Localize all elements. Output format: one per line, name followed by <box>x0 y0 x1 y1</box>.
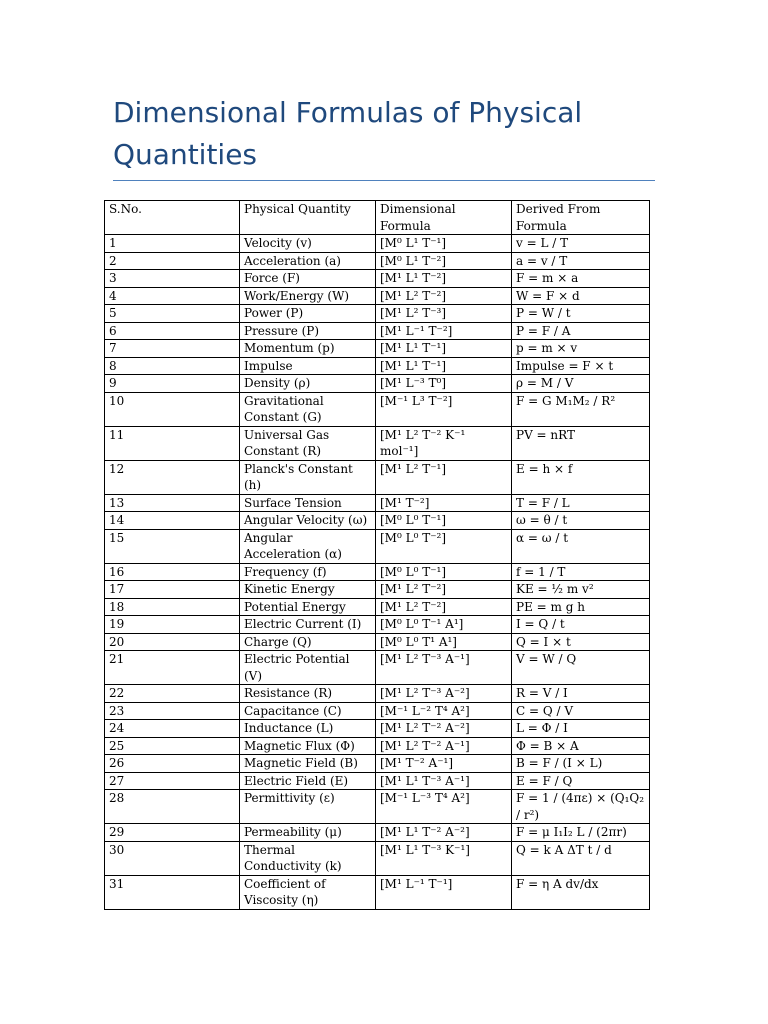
quantity-cell: Magnetic Field (B) <box>240 755 376 773</box>
table-row <box>105 235 650 253</box>
sno-cell: 18 <box>105 598 240 616</box>
sno-cell: 22 <box>105 685 240 703</box>
quantity-cell: Electric Current (I) <box>240 616 376 634</box>
sno-cell: 8 <box>105 357 240 375</box>
formula-cell: F = 1 / (4πε) × (Q₁Q₂ / r²) <box>512 790 650 824</box>
formula-cell: F = G M₁M₂ / R² <box>512 392 650 426</box>
table-row <box>105 270 650 288</box>
sno-cell: 9 <box>105 375 240 393</box>
formula-cell: PE = m g h <box>512 598 650 616</box>
formula-cell: P = F / A <box>512 322 650 340</box>
dimension-cell: [M¹ L² T⁻¹] <box>376 460 512 494</box>
table-row <box>105 426 650 460</box>
formula-cell: F = m × a <box>512 270 650 288</box>
table-row <box>105 460 650 494</box>
table-row <box>105 322 650 340</box>
formula-cell: I = Q / t <box>512 616 650 634</box>
dimension-cell: [M¹ L² T⁻²] <box>376 287 512 305</box>
dimension-cell: [M⁰ L⁰ T⁻¹] <box>376 563 512 581</box>
table-row <box>105 702 650 720</box>
sno-cell: 23 <box>105 702 240 720</box>
table-row <box>105 720 650 738</box>
table-row <box>105 633 650 651</box>
table-row <box>105 357 650 375</box>
table-row <box>105 563 650 581</box>
quantity-cell: Resistance (R) <box>240 685 376 703</box>
quantity-cell: Angular Acceleration (α) <box>240 529 376 563</box>
table-header-row <box>105 201 650 235</box>
sno-cell: 30 <box>105 841 240 875</box>
sno-cell: 1 <box>105 235 240 253</box>
sno-cell: 2 <box>105 252 240 270</box>
table-row <box>105 392 650 426</box>
quantity-cell: Velocity (v) <box>240 235 376 253</box>
dimension-cell: [M¹ T⁻²] <box>376 494 512 512</box>
dimension-cell: [M⁻¹ L³ T⁻²] <box>376 392 512 426</box>
dimension-cell: [M¹ T⁻² A⁻¹] <box>376 755 512 773</box>
table-row <box>105 375 650 393</box>
sno-cell: 31 <box>105 875 240 909</box>
dimension-cell: [M¹ L¹ T⁻¹] <box>376 340 512 358</box>
header-derived-from-formula: Derived From Formula <box>512 201 650 235</box>
formula-cell: f = 1 / T <box>512 563 650 581</box>
dimension-cell: [M¹ L² T⁻²] <box>376 598 512 616</box>
formula-cell: C = Q / V <box>512 702 650 720</box>
table-row <box>105 529 650 563</box>
dimension-cell: [M⁰ L⁰ T¹ A¹] <box>376 633 512 651</box>
sno-cell: 12 <box>105 460 240 494</box>
dimension-cell: [M⁻¹ L⁻² T⁴ A²] <box>376 702 512 720</box>
dimension-cell: [M¹ L¹ T⁻³ A⁻¹] <box>376 772 512 790</box>
sno-cell: 16 <box>105 563 240 581</box>
quantity-cell: Charge (Q) <box>240 633 376 651</box>
formula-cell: ω = θ / t <box>512 512 650 530</box>
dimension-cell: [M¹ L² T⁻² A⁻²] <box>376 720 512 738</box>
quantity-cell: Thermal Conductivity (k) <box>240 841 376 875</box>
quantity-cell: Permittivity (ε) <box>240 790 376 824</box>
dimension-cell: [M¹ L¹ T⁻¹] <box>376 357 512 375</box>
dimension-cell: [M⁰ L⁰ T⁻¹ A¹] <box>376 616 512 634</box>
quantity-cell: Impulse <box>240 357 376 375</box>
dimension-cell: [M⁻¹ L⁻³ T⁴ A²] <box>376 790 512 824</box>
table-row <box>105 287 650 305</box>
quantity-cell: Coefficient of Viscosity (η) <box>240 875 376 909</box>
table-row <box>105 252 650 270</box>
sno-cell: 19 <box>105 616 240 634</box>
table-row <box>105 340 650 358</box>
formula-cell: PV = nRT <box>512 426 650 460</box>
sno-cell: 4 <box>105 287 240 305</box>
table-row <box>105 494 650 512</box>
quantity-cell: Acceleration (a) <box>240 252 376 270</box>
formula-cell: R = V / I <box>512 685 650 703</box>
dimension-cell: [M⁰ L¹ T⁻²] <box>376 252 512 270</box>
formula-cell: α = ω / t <box>512 529 650 563</box>
quantity-cell: Force (F) <box>240 270 376 288</box>
quantity-cell: Magnetic Flux (Φ) <box>240 737 376 755</box>
sno-cell: 6 <box>105 322 240 340</box>
quantity-cell: Work/Energy (W) <box>240 287 376 305</box>
title-underline <box>113 180 655 181</box>
dimension-cell: [M⁰ L⁰ T⁻²] <box>376 529 512 563</box>
table-row <box>105 305 650 323</box>
dimension-cell: [M¹ L⁻¹ T⁻²] <box>376 322 512 340</box>
sno-cell: 21 <box>105 651 240 685</box>
sno-cell: 15 <box>105 529 240 563</box>
quantity-cell: Surface Tension <box>240 494 376 512</box>
quantity-cell: Frequency (f) <box>240 563 376 581</box>
sno-cell: 10 <box>105 392 240 426</box>
table-row <box>105 512 650 530</box>
quantity-cell: Permeability (μ) <box>240 824 376 842</box>
quantity-cell: Density (ρ) <box>240 375 376 393</box>
quantity-cell: Planck's Constant (h) <box>240 460 376 494</box>
sno-cell: 27 <box>105 772 240 790</box>
quantity-cell: Gravitational Constant (G) <box>240 392 376 426</box>
quantity-cell: Pressure (P) <box>240 322 376 340</box>
formula-cell: Impulse = F × t <box>512 357 650 375</box>
quantity-cell: Capacitance (C) <box>240 702 376 720</box>
formula-cell: Φ = B × A <box>512 737 650 755</box>
formula-cell: E = h × f <box>512 460 650 494</box>
table-row <box>105 875 650 909</box>
header-dimensional-formula: Dimensional Formula <box>376 201 512 235</box>
quantity-cell: Angular Velocity (ω) <box>240 512 376 530</box>
sno-cell: 3 <box>105 270 240 288</box>
sno-cell: 24 <box>105 720 240 738</box>
sno-cell: 28 <box>105 790 240 824</box>
dimension-cell: [M¹ L² T⁻² A⁻¹] <box>376 737 512 755</box>
table-row <box>105 651 650 685</box>
dimension-cell: [M¹ L⁻³ T⁰] <box>376 375 512 393</box>
quantity-cell: Momentum (p) <box>240 340 376 358</box>
formula-cell: a = v / T <box>512 252 650 270</box>
sno-cell: 29 <box>105 824 240 842</box>
sno-cell: 13 <box>105 494 240 512</box>
header-physical-quantity: Physical Quantity <box>240 201 376 235</box>
formula-cell: T = F / L <box>512 494 650 512</box>
dimension-cell: [M¹ L² T⁻³ A⁻¹] <box>376 651 512 685</box>
dimensional-formula-table <box>104 200 650 910</box>
dimension-cell: [M⁰ L⁰ T⁻¹] <box>376 512 512 530</box>
formula-cell: p = m × v <box>512 340 650 358</box>
formula-cell: E = F / Q <box>512 772 650 790</box>
table-row <box>105 598 650 616</box>
sno-cell: 5 <box>105 305 240 323</box>
formula-cell: Q = k A ΔT t / d <box>512 841 650 875</box>
table-row <box>105 824 650 842</box>
dimension-cell: [M¹ L¹ T⁻³ K⁻¹] <box>376 841 512 875</box>
formula-cell: F = η A dv/dx <box>512 875 650 909</box>
quantity-cell: Electric Potential (V) <box>240 651 376 685</box>
sno-cell: 11 <box>105 426 240 460</box>
formula-cell: F = μ I₁I₂ L / (2πr) <box>512 824 650 842</box>
dimension-cell: [M¹ L¹ T⁻² A⁻²] <box>376 824 512 842</box>
formula-cell: W = F × d <box>512 287 650 305</box>
dimension-cell: [M¹ L¹ T⁻²] <box>376 270 512 288</box>
formula-cell: ρ = M / V <box>512 375 650 393</box>
sno-cell: 17 <box>105 581 240 599</box>
table-row <box>105 737 650 755</box>
quantity-cell: Potential Energy <box>240 598 376 616</box>
table-row <box>105 841 650 875</box>
formula-cell: B = F / (I × L) <box>512 755 650 773</box>
table-row <box>105 755 650 773</box>
sno-cell: 26 <box>105 755 240 773</box>
table-row <box>105 790 650 824</box>
table-row <box>105 581 650 599</box>
dimension-cell: [M⁰ L¹ T⁻¹] <box>376 235 512 253</box>
sno-cell: 14 <box>105 512 240 530</box>
dimension-cell: [M¹ L² T⁻² K⁻¹ mol⁻¹] <box>376 426 512 460</box>
formula-cell: V = W / Q <box>512 651 650 685</box>
formula-cell: L = Φ / I <box>512 720 650 738</box>
sno-cell: 7 <box>105 340 240 358</box>
formula-cell: v = L / T <box>512 235 650 253</box>
table-row <box>105 685 650 703</box>
header-sno: S.No. <box>105 201 240 235</box>
formula-cell: P = W / t <box>512 305 650 323</box>
dimension-cell: [M¹ L² T⁻²] <box>376 581 512 599</box>
quantity-cell: Inductance (L) <box>240 720 376 738</box>
table-row <box>105 772 650 790</box>
sno-cell: 20 <box>105 633 240 651</box>
document-title: Dimensional Formulas of Physical Quantities <box>113 96 583 171</box>
quantity-cell: Electric Field (E) <box>240 772 376 790</box>
quantity-cell: Kinetic Energy <box>240 581 376 599</box>
formula-cell: KE = ½ m v² <box>512 581 650 599</box>
dimension-cell: [M¹ L² T⁻³ A⁻²] <box>376 685 512 703</box>
quantity-cell: Power (P) <box>240 305 376 323</box>
quantity-cell: Universal Gas Constant (R) <box>240 426 376 460</box>
dimension-cell: [M¹ L² T⁻³] <box>376 305 512 323</box>
table-row <box>105 616 650 634</box>
sno-cell: 25 <box>105 737 240 755</box>
dimension-cell: [M¹ L⁻¹ T⁻¹] <box>376 875 512 909</box>
formula-cell: Q = I × t <box>512 633 650 651</box>
